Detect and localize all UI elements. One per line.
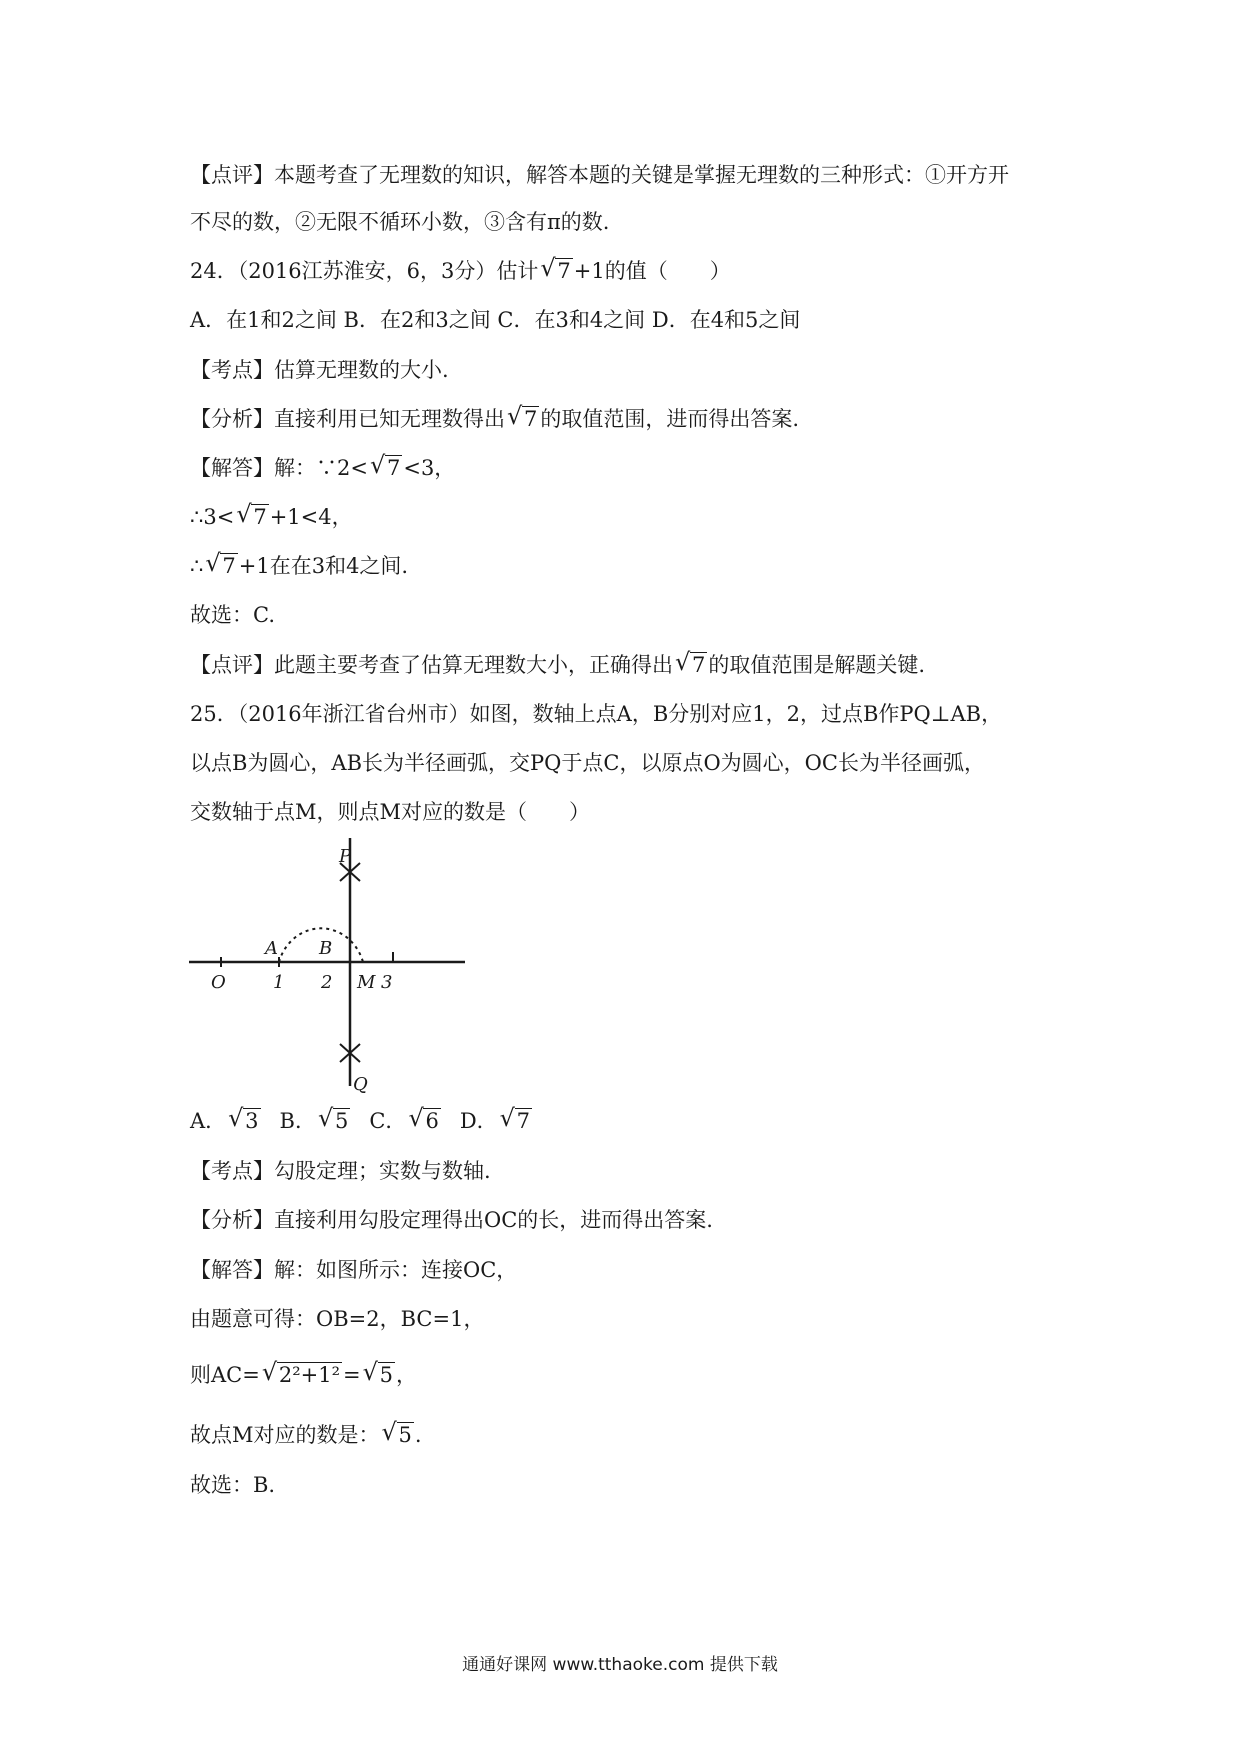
- sqrt-sign: √ 7: [507, 404, 539, 434]
- sqrt-sign: √ 6: [408, 1106, 440, 1136]
- sqrt-sign: √ 7: [370, 453, 402, 483]
- label-1: 1: [273, 972, 285, 993]
- label-o: O: [211, 972, 226, 993]
- sqrt-sign: √ 3: [228, 1106, 260, 1136]
- q25-m-value: 故点M对应的数是：√ 5 .: [190, 1420, 422, 1450]
- sqrt-sign: √ 7: [205, 551, 237, 581]
- q24-fenxi: 【分析】直接利用已知无理数得出√ 7 的取值范围，进而得出答案.: [190, 404, 799, 434]
- q24-stem-pre: 24．（2016江苏淮安，6，3分）估计: [190, 259, 539, 283]
- label-q: Q: [353, 1074, 368, 1095]
- q25-jieda: 【解答】解：如图所示：连接OC，: [190, 1258, 518, 1282]
- q24-stem: [190, 256, 731, 286]
- label-a: A: [265, 938, 278, 959]
- sqrt-sign: √ 5: [318, 1106, 350, 1136]
- sqrt-sign: √ 5: [382, 1420, 414, 1450]
- q24-stem-post: +1的值（ ）: [573, 259, 731, 283]
- q24-options: A．在1和2之间 B．在2和3之间 C．在3和4之间 D．在4和5之间: [190, 308, 801, 332]
- label-m: M: [357, 972, 376, 993]
- q25-ac-formula: 则AC=√ 2²+1² =√ 5 ，: [190, 1360, 417, 1390]
- sqrt-sign: √ 7: [540, 256, 572, 286]
- q24-step2: ∴√ 7 +1在在3和4之间.: [190, 551, 408, 581]
- q24-answer: 故选：C.: [190, 603, 275, 627]
- number-line-figure: [185, 828, 485, 1098]
- q24-review: 【点评】此题主要考查了估算无理数大小，正确得出√ 7 的取值范围是解题关键.: [190, 650, 925, 680]
- q24-jieda: 【解答】解：∵2<√ 7 <3，: [190, 453, 455, 483]
- sqrt-sign: √ 7: [675, 650, 707, 680]
- sqrt-sign: √ 7: [500, 1106, 532, 1136]
- sqrt-sign: √ 5: [363, 1360, 395, 1390]
- review-q23-line1: 【点评】本题考查了无理数的知识，解答本题的关键是掌握无理数的三种形式：①开方开: [190, 163, 1009, 187]
- label-b: B: [319, 938, 333, 959]
- q25-stem-line1: 25．（2016年浙江省台州市）如图，数轴上点A，B分别对应1，2，过点B作PQ⊥AB，: [190, 702, 1003, 726]
- q24-step1: ∴3<√ 7 +1<4，: [190, 502, 353, 532]
- q25-stem-line3: 交数轴于点M，则点M对应的数是（ ）: [190, 800, 591, 824]
- sqrt-sign: √ 2²+1²: [262, 1360, 342, 1390]
- label-3: 3: [381, 972, 393, 993]
- sqrt-sign: √ 7: [236, 502, 268, 532]
- q25-kaodian: 【考点】勾股定理；实数与数轴.: [190, 1159, 491, 1183]
- q24-kaodian: 【考点】估算无理数的大小.: [190, 358, 449, 382]
- label-p: P: [339, 846, 352, 867]
- review-q23-line2: 不尽的数，②无限不循环小数，③含有π的数.: [190, 210, 610, 234]
- q25-answer: 故选：B.: [190, 1473, 276, 1497]
- q25-options: A．√ 3 B．√ 5 C．√ 6 D．√ 7: [190, 1106, 551, 1136]
- label-2: 2: [321, 972, 333, 993]
- q25-stem-line2: 以点B为圆心，AB长为半径画弧，交PQ于点C，以原点O为圆心，OC长为半径画弧，: [190, 751, 985, 775]
- q25-fenxi: 【分析】直接利用勾股定理得出OC的长，进而得出答案.: [190, 1208, 713, 1232]
- footer-watermark: 通通好课网 www.tthaoke.com 提供下载: [462, 1655, 778, 1675]
- q25-given: 由题意可得：OB=2，BC=1，: [190, 1307, 485, 1331]
